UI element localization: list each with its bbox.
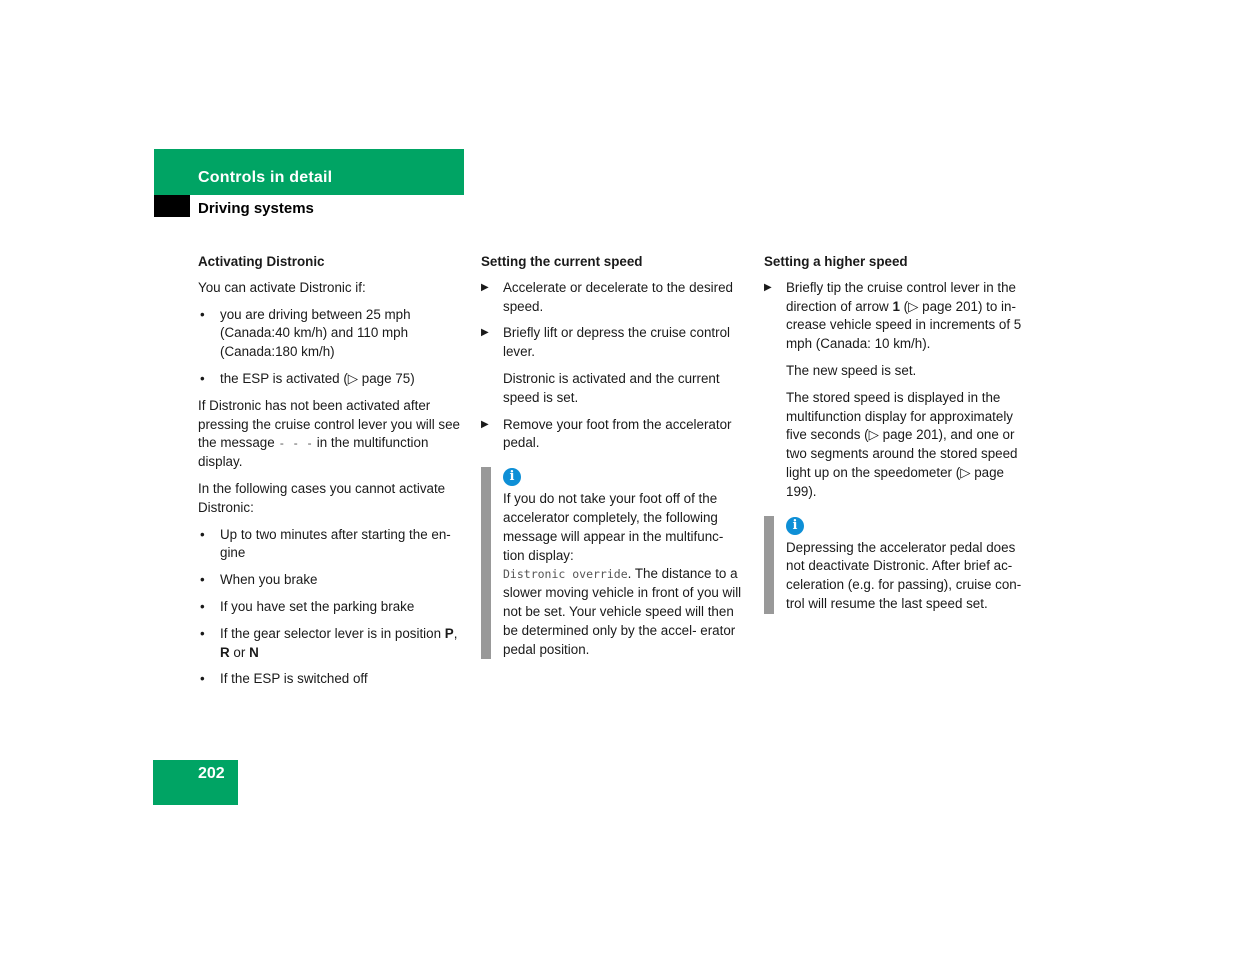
step-arrow-icon: ▶: [481, 327, 489, 339]
step-arrow-icon: ▶: [481, 281, 489, 293]
list-item: • If the ESP is switched off: [198, 670, 466, 689]
info-note: [481, 467, 747, 659]
instruction-step: ▶ Briefly lift or depress the cruise control lever.: [481, 325, 730, 360]
list-item: • If the gear selector lever is in position P, R or N: [200, 625, 458, 660]
list-item: • If you have set the parking brake: [198, 598, 466, 617]
section-title: Controls in detail: [198, 169, 333, 186]
result-text: The new speed is set.: [786, 362, 917, 378]
cannot-activate-text: In the following cases you cannot activate Distronic:: [198, 480, 446, 515]
list-item: • When you brake: [198, 571, 466, 590]
instruction-step: ▶ Remove your foot from the accelerator pedal.: [481, 416, 732, 451]
list-item: • the ESP is activated (▷ page 75): [198, 370, 466, 389]
result-text: Distronic is activated and the current speed is set.: [503, 370, 720, 405]
column-current-speed: [481, 253, 747, 659]
heading-activating: Activating Distronic: [198, 254, 325, 269]
instruction-step: ▶ Briefly tip the cruise control lever in the direction of arrow 1 (▷ page 201) to in- crease vehicle speed in increments of 5 mph (Canada: 10 km/h).: [764, 279, 1022, 352]
page-number-box: [153, 760, 238, 805]
intro-text: You can activate Distronic if:: [198, 279, 366, 295]
step-arrow-icon: ▶: [764, 281, 772, 293]
result-text: The stored speed is displayed in the multifunction display for approximately five seconds (▷ page 201), and one or two segments around the stored speed light up on the speedometer (▷ page 199).: [786, 389, 1018, 499]
info-bar: [764, 516, 774, 614]
heading-current-speed: Setting the current speed: [481, 254, 643, 269]
bullet-icon: •: [200, 572, 205, 588]
not-activated-text: If Distronic has not been activated after pressing the cruise control lever you will see the message - - - in the multifunction display.: [198, 397, 460, 470]
bullet-icon: •: [200, 370, 205, 386]
heading-higher-speed: Setting a higher speed: [764, 254, 908, 269]
subsection-title: Driving systems: [198, 200, 314, 217]
display-message: Distronic override: [503, 567, 628, 582]
bullet-icon: •: [200, 625, 205, 641]
info-icon: i: [503, 468, 521, 486]
display-message: - - -: [278, 436, 314, 451]
bullet-icon: •: [200, 598, 205, 614]
column-higher-speed: [764, 253, 1032, 614]
info-text: If you do not take your foot off of the accelerator completely, the following message will appear in the multifunc- tion display: Distronic override. The distance to a slower moving vehicle in front of you will not be set. Your vehicle speed will then be determined only by the accel- erator pedal position.: [503, 491, 742, 657]
bullet-icon: •: [200, 306, 205, 322]
subsection-marker: [154, 195, 190, 217]
bullet-icon: •: [200, 671, 205, 687]
page-number: 202: [198, 765, 225, 782]
column-activating: [198, 253, 466, 697]
step-arrow-icon: ▶: [481, 418, 489, 430]
info-bar: [481, 467, 491, 659]
list-item: • Up to two minutes after starting the en- gine: [200, 526, 451, 561]
instruction-step: ▶ Accelerate or decelerate to the desired speed.: [481, 279, 734, 314]
list-item: • you are driving between 25 mph (Canada:40 km/h) and 110 mph (Canada:180 km/h): [200, 306, 411, 360]
info-icon: i: [786, 517, 804, 535]
info-text: Depressing the accelerator pedal does not deactivate Distronic. After brief ac- celeration (e.g. for passing), cruise con- trol will resume the last speed set.: [786, 539, 1022, 611]
bullet-icon: •: [200, 526, 205, 542]
info-note: [764, 516, 1032, 614]
